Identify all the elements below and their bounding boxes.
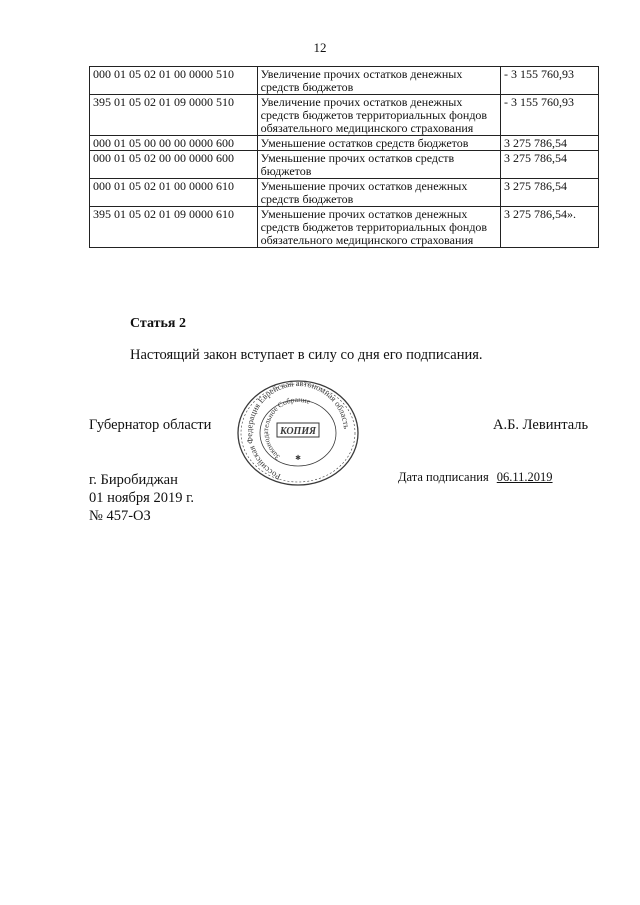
budget-table	[89, 66, 599, 248]
seal-stamp	[233, 378, 363, 488]
table-cell-desc: Увеличение прочих остатков денежных средств бюджетов территориальных фондов обязательного медицинского страхования	[257, 95, 500, 136]
table-cell-code: 000 01 05 02 01 00 0000 510	[90, 67, 258, 95]
table-row	[90, 151, 599, 179]
law-text: Настоящий закон вступает в силу со дня его подписания.	[130, 347, 483, 363]
table-cell-amount: - 3 155 760,93	[501, 95, 599, 136]
table-cell-desc: Уменьшение прочих остатков средств бюджетов	[257, 151, 500, 179]
table-cell-amount: 3 275 786,54	[501, 179, 599, 207]
seal-inner-textpath: Законодательное Собрание	[261, 394, 312, 462]
table-row	[90, 179, 599, 207]
law-number: № 457-ОЗ	[89, 508, 151, 524]
budget-table-body	[90, 67, 599, 248]
law-date: 01 ноября 2019 г.	[89, 490, 195, 506]
table-cell-amount: - 3 155 760,93	[501, 67, 599, 95]
signing-date-label: Дата подписания	[398, 470, 489, 484]
seal-copy-label: КОПИЯ	[280, 426, 316, 437]
signing-date-value: 06.11.2019	[496, 470, 553, 484]
seal-star-icon: ✱	[295, 454, 301, 462]
table-row	[90, 207, 599, 248]
table-cell-code: 000 01 05 02 00 00 0000 600	[90, 151, 258, 179]
table-cell-desc: Увеличение прочих остатков денежных средств бюджетов	[257, 67, 500, 95]
governor-title: Губернатор области	[89, 417, 212, 433]
signing-date	[398, 470, 553, 485]
article-title: Статья 2	[130, 316, 186, 331]
table-cell-amount: 3 275 786,54	[501, 136, 599, 151]
table-row	[90, 136, 599, 151]
table-cell-desc: Уменьшение прочих остатков денежных средств бюджетов	[257, 179, 500, 207]
table-cell-code: 000 01 05 00 00 00 0000 600	[90, 136, 258, 151]
table-cell-code: 000 01 05 02 01 00 0000 610	[90, 179, 258, 207]
governor-name: А.Б. Левинталь	[493, 417, 589, 433]
city: г. Биробиджан	[89, 472, 178, 488]
table-row	[90, 95, 599, 136]
table-cell-amount: 3 275 786,54».	[501, 207, 599, 248]
table-cell-desc: Уменьшение остатков средств бюджетов	[257, 136, 500, 151]
table-row	[90, 67, 599, 95]
table-cell-amount: 3 275 786,54	[501, 151, 599, 179]
table-cell-code: 395 01 05 02 01 09 0000 510	[90, 95, 258, 136]
page-number: 12	[313, 40, 327, 55]
table-cell-desc: Уменьшение прочих остатков денежных средств бюджетов территориальных фондов обязательного медицинского страхования	[257, 207, 500, 248]
seal-outer-textpath: Российская Федерация Еврейская автономная область	[244, 378, 352, 483]
table-cell-code: 395 01 05 02 01 09 0000 610	[90, 207, 258, 248]
